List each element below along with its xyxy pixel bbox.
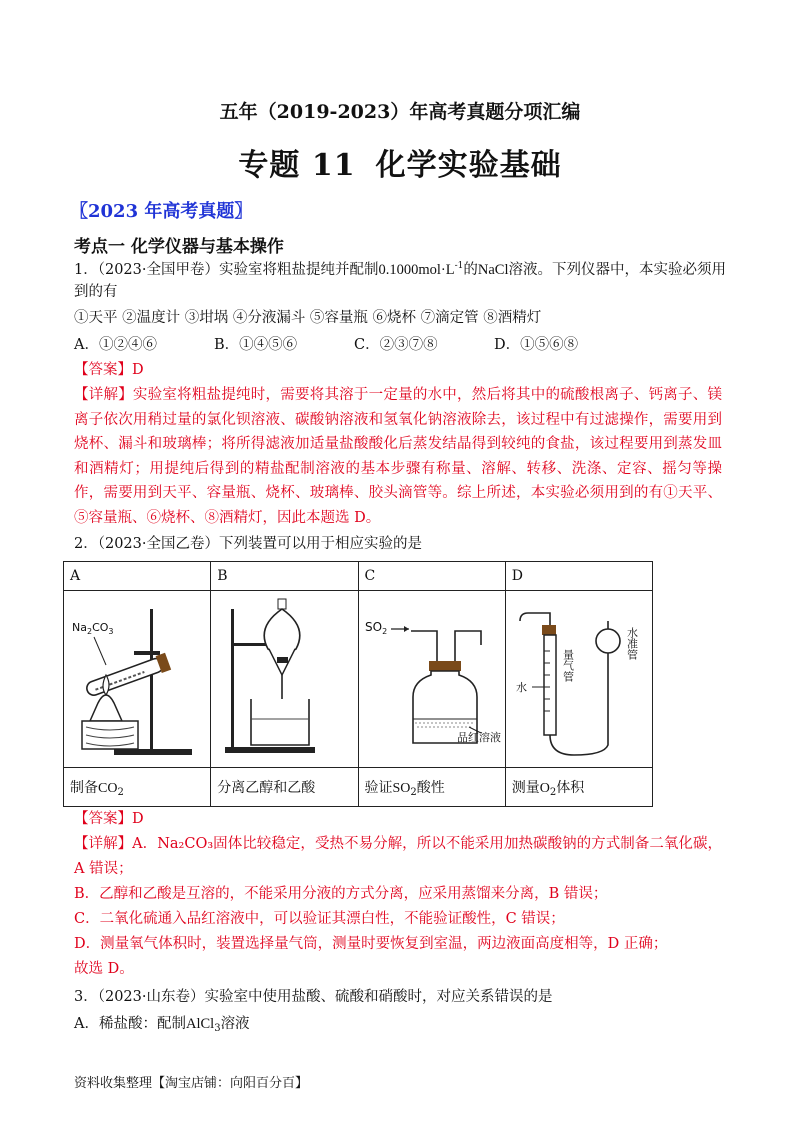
label-na: Na: [72, 621, 87, 634]
caption-c-formula: SO: [392, 780, 411, 796]
q1-conc: 0.1000mol·L: [378, 261, 455, 278]
q1-option-a: A．①②④⑥: [74, 337, 157, 353]
heating-tube-apparatus-icon: [64, 591, 210, 763]
caption-a-formula: CO: [98, 780, 118, 796]
q1-nacl: NaCl: [477, 261, 509, 278]
q2-stem: 2．（2023·全国乙卷）下列装置可以用于相应实验的是: [74, 536, 422, 552]
label-so2-sub: 2: [381, 627, 387, 636]
separatory-funnel-icon: [211, 591, 331, 763]
q1-option-b: B．①④⑤⑥: [214, 337, 298, 353]
label-fuchsin: 品红溶液: [456, 731, 501, 744]
topic-title: [0, 140, 800, 184]
q1-stem-a: 1．（2023·全国甲卷）实验室将粗盐提纯并配制: [74, 261, 379, 278]
q3-option-a-post: 溶液: [220, 1016, 250, 1032]
q3-option-a-formula: AlCl: [185, 1016, 215, 1032]
caption-b: [211, 768, 358, 807]
q2-detail-a: 【详解】A．Na₂CO₃固体比较稳定，受热不易分解，所以不能采用加热碳酸钠的方式制备二氧化碳，A 错误；: [74, 836, 722, 877]
q1-items: ①天平 ②温度计 ③坩埚 ④分液漏斗 ⑤容量瓶 ⑥烧杯 ⑦滴定管 ⑧酒精灯: [74, 310, 542, 326]
series-title: 五年（2019-2023）年高考真题分项汇编: [219, 101, 581, 123]
q1-stem-mid: 的: [463, 261, 478, 278]
caption-d-formula: O: [539, 780, 550, 796]
q2-detail-c: C．二氧化硫通入品红溶液中，可以验证其漂白性，不能验证酸性，C 错误；: [74, 911, 565, 927]
q1-detail: 【详解】实验室将粗盐提纯时，需要将其溶于一定量的水中，然后将其中的硫酸根离子、钙离子、镁离子依次用稍过量的氯化钡溶液、碳酸钠溶液和氢氧化钠溶液除去，该过程中有过滤操作，需要用到烧杯、漏斗和玻璃棒；将所得滤液加适量盐酸酸化后蒸发结晶得到较纯的食盐，该过程要用到蒸发皿和酒精灯；用提纯后得到的精盐配制溶液的基本步骤有称量、溶解、转移、洗涤、定容、摇匀等操作，需要用到天平、容量瓶、烧杯、玻璃棒、胶头滴管等。综上所述，本实验必须用到的有①天平、⑤容量瓶、⑥烧杯、⑧酒精灯，因此本题选 D。: [74, 387, 722, 526]
apparatus-c-cell: [358, 591, 505, 768]
topic-name: 化学实验基础: [375, 148, 562, 183]
label-co-sub: 3: [108, 627, 114, 636]
topic-number: 专题 11: [238, 148, 356, 183]
label-level-tube: 水准管: [625, 627, 639, 660]
q2-detail-e: 故选 D。: [74, 961, 134, 977]
caption-c: [358, 768, 505, 807]
caption-d: [505, 768, 652, 807]
label-so2: SO: [364, 620, 382, 634]
caption-a-pre: 制备: [70, 779, 98, 796]
label-na-sub: 2: [86, 627, 93, 636]
col-header-a: A: [64, 562, 211, 591]
caption-b-text: 分离乙醇和乙酸: [217, 780, 316, 796]
col-header-c: C: [358, 562, 505, 591]
q2-answer: 【答案】D: [74, 811, 144, 827]
footer-source: 资料收集整理【淘宝店铺：向阳百分百】: [74, 1076, 309, 1091]
svg-text:SO2: [365, 620, 387, 636]
apparatus-b-cell: [211, 591, 358, 768]
label-gauge: 量气管: [561, 649, 575, 682]
col-header-b: B: [211, 562, 358, 591]
q1-option-c: C．②③⑦⑧: [354, 337, 438, 353]
q3-option-a-pre: A．稀盐酸：配制: [74, 1016, 186, 1032]
col-header-d: D: [505, 562, 652, 591]
section-heading: 〖2023 年高考真题〗: [70, 201, 253, 222]
caption-a-sub: 2: [117, 786, 124, 798]
q1-conc-exp: -1: [454, 261, 464, 271]
gas-washing-bottle-icon: [359, 591, 511, 763]
q1-options: [74, 335, 578, 355]
q1-answer: 【答案】D: [74, 362, 144, 378]
label-co: CO: [92, 621, 109, 634]
q3-option-a: [74, 1014, 250, 1039]
q2-detail-b: B．乙醇和乙酸是互溶的，不能采用分液的方式分离，应采用蒸馏来分离，B 错误；: [74, 886, 608, 902]
q1-stem-line1: [74, 256, 726, 280]
q3-stem: 3．（2023·山东卷）实验室中使用盐酸、硫酸和硝酸时，对应关系错误的是: [74, 989, 553, 1005]
apparatus-table: [63, 561, 653, 807]
q2-detail-d: D．测量氧气体积时，装置选择量气筒，测量时要恢复到室温，两边液面高度相等，D 正确；: [74, 936, 668, 952]
q3-option-a-sub: 3: [214, 1023, 221, 1034]
apparatus-d-cell: [505, 591, 652, 768]
caption-a: [64, 768, 211, 807]
subsection-heading: 考点一 化学仪器与基本操作: [74, 237, 284, 257]
caption-c-pre: 验证: [364, 779, 393, 796]
q1-stem-line2: 到的有: [74, 284, 118, 300]
q1-stem-b: 溶液。下列仪器中，本实验必须用: [508, 261, 726, 278]
q1-option-d: D．①⑤⑥⑧: [494, 337, 579, 353]
gas-burette-icon: [506, 591, 652, 763]
apparatus-a-cell: [64, 591, 211, 768]
caption-d-pre: 测量: [511, 779, 540, 796]
caption-c-post: 酸性: [416, 779, 445, 796]
svg-text:Na2CO3: [72, 621, 114, 636]
label-water: 水: [515, 681, 527, 694]
caption-d-sub: 2: [549, 786, 557, 798]
caption-d-post: 体积: [556, 779, 585, 796]
caption-c-sub: 2: [410, 786, 417, 798]
